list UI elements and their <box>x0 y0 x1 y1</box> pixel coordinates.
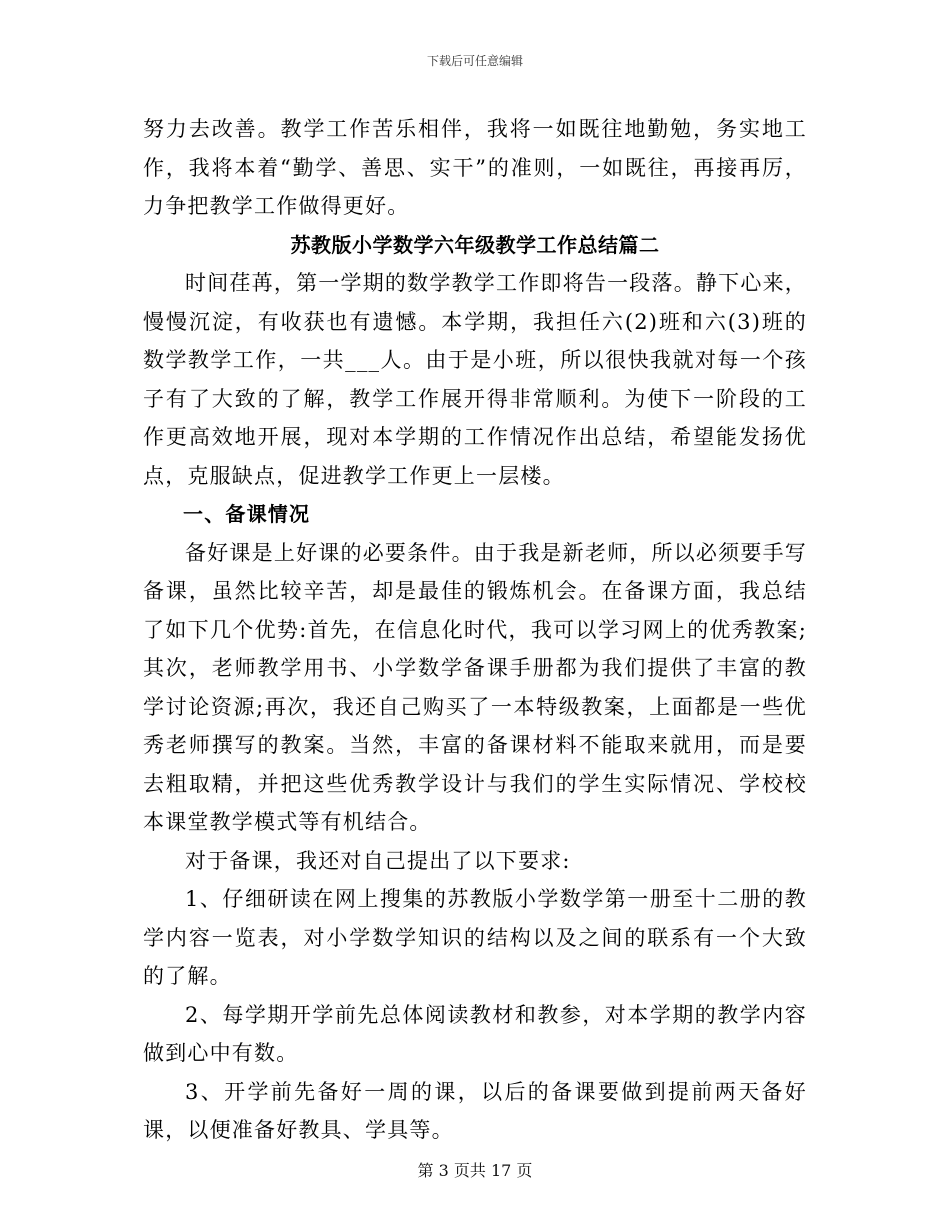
document-body <box>143 110 807 1150</box>
paragraph-intro: 时间荏苒，第一学期的数学教学工作即将告一段落。静下心来，慢慢沉淀，有收获也有遗憾。本学期，我担任六(2)班和六(3)班的数学教学工作，一共___人。由于是小班，所以很快我就对每一个孩子有了大致的了解，教学工作展开得非常顺利。为使下一阶段的工作更高效地开展，现对本学期的工作情况作出总结，希望能发扬优点，克服缺点，促进教学工作更上一层楼。 <box>143 271 808 488</box>
list-item-1: 1、仔细研读在网上搜集的苏教版小学数学第一册至十二册的教学内容一览表，对小学数学知识的结构以及之间的联系有一个大致的了解。 <box>143 887 807 988</box>
paragraph-lesson-prep: 备好课是上好课的必要条件。由于我是新老师，所以必须要手写备课，虽然比较辛苦，却是最佳的锻炼机会。在备课方面，我总结了如下几个优势:首先，在信息化时代，我可以学习网上的优秀教案;其次，老师教学用书、小学数学备课手册都为我们提供了丰富的教学讨论资源;再次，我还自己购买了一本特级教案，上面都是一些优秀老师撰写的教案。当然，丰富的备课材料不能取来就用，而是要去粗取精，并把这些优秀教学设计与我们的学生实际情况、学校校本课堂教学模式等有机结合。 <box>143 540 807 834</box>
page-header-note: 下载后可任意编辑 <box>426 54 523 68</box>
page-number-footer: 第 3 页共 17 页 <box>417 1161 533 1180</box>
section-heading-lesson-prep: 一、备课情况 <box>183 502 311 526</box>
paragraph-continuation: 努力去改善。教学工作苦乐相伴，我将一如既往地勤勉，务实地工作，我将本着“勤学、善思、实干”的准则，一如既往，再接再厉，力争把教学工作做得更好。 <box>143 117 807 218</box>
list-item-3: 3、开学前先备好一周的课，以后的备课要做到提前两天备好课，以便准备好教具、学具等。 <box>143 1079 807 1142</box>
paragraph-requirements-intro: 对于备课，我还对自己提出了以下要求: <box>185 848 571 873</box>
section-title: 苏教版小学数学六年级教学工作总结篇二 <box>290 232 660 257</box>
list-item-2: 2、每学期开学前先总体阅读教材和教参，对本学期的教学内容做到心中有数。 <box>143 1002 807 1065</box>
